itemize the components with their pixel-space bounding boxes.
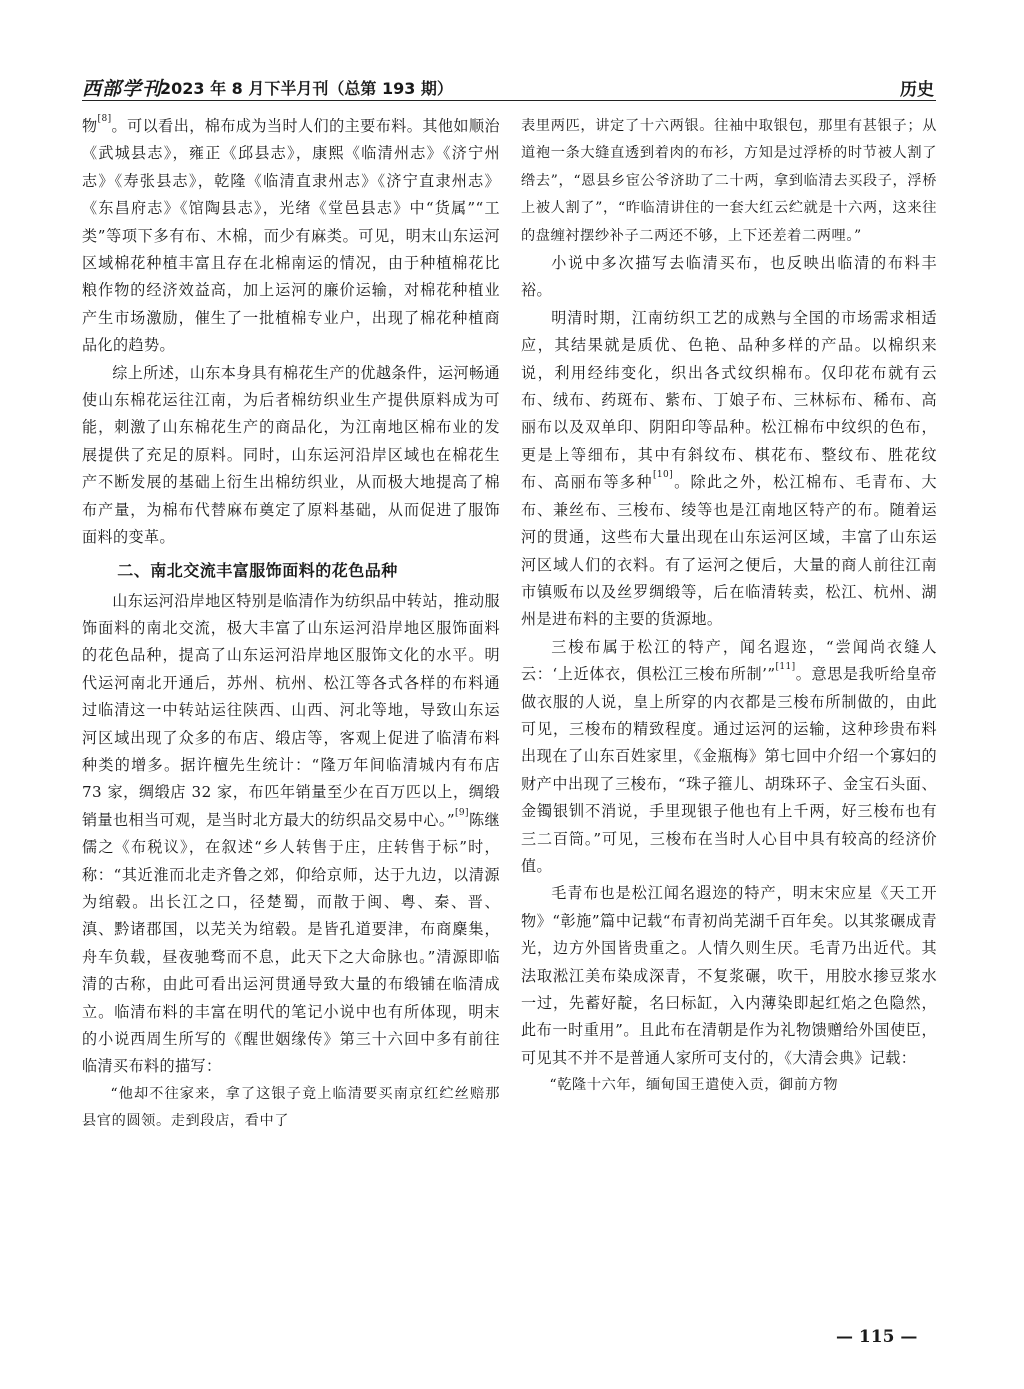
citation-marker: [9] (455, 807, 469, 818)
running-header (82, 72, 936, 101)
citation-marker: [10] (652, 470, 674, 481)
paragraph: 小说中多次描写去临清买布，也反映出临清的布料丰裕。 (521, 254, 937, 300)
section-heading: 二、南北交流丰富服饰面料的花色品种 (117, 560, 398, 580)
paragraph: 综上所述，山东本身具有棉花生产的优越条件，运河畅通使山东棉花运往江南，为后者棉纺织业生产提供原料成为可能，刺激了山东棉花生产的商品化，为江南地区棉布业的发展提供了充足的原料。同时，山东运河沿岸区域也在棉花生产不断发展的基础上衍生出棉纺织业，从而极大地提高了棉布产量，为棉布代替麻布奠定了原料基础，从而促进了服饰面料的变革。 (82, 363, 500, 547)
journal-issue: 2023 年 8 月下半月刊（总第 193 期） (160, 79, 453, 98)
citation-marker: [11] (775, 662, 796, 673)
section-label: 历史 (900, 80, 934, 100)
right-column (521, 113, 937, 1100)
page-number: — 115 — (836, 1327, 918, 1347)
paragraph: 山东运河沿岸地区特别是临清作为纺织品中转站，推动服饰面料的南北交流，极大丰富了山东运河沿岸地区服饰面料的花色品种，提高了山东运河沿岸地区服饰文化的水平。明代运河南北开通后，苏州、杭州、松江等各式各样的布料通过临清这一中转站运往陕西、山西、河北等地，导致山东运河区域出现了众多的布店、缎店等，客观上促进了临清布料种类的增多。据许檀先生统计：“隆万年间临清城内有布店 73 家，绸缎店 32 家，布匹年销量至少在百万匹以上，绸缎销量也相当可观，是当时北方最大的纺织品交易中心。”[9]陈继儒之《布税议》，在叙述“乡人转售于庄，庄转售于标”时，称：“其近淮而北走齐鲁之郊，仰给京师，达于九边，以清源为绾毂。出长江之口，径楚蜀，而散于闽、粤、秦、晋、滇、黔诸郡国，以芜关为绾毂。是皆孔道要津，布商麇集，舟车负载，昼夜驰骛而不息，此天下之大命脉也。”清源即临清的古称，由此可看出运河贯通导致大量的布缎铺在临清成立。临清布料的丰富在明代的笔记小说中也有所体现，明末的小说西周生所写的《醒世姻缘传》第三十六回中多有前往临清买布料的描写： (82, 591, 500, 1076)
block-quote: 表里两匹，讲定了十六两银。往袖中取银包，那里有甚银子；从道袍一条大缝直透到着肉的布衫，方知是过浮桥的时节被人割了绺去”，“恩县乡宦公爷济助了二十两，拿到临清去买段子，浮桥上被人割了”，“昨临清讲住的一套大红云纻就是十六两，这来往的盘缠衬摆纱补子二两还不够，上下还差着二两哩。” (521, 118, 937, 244)
journal-brand: 西部学刊 (82, 78, 163, 100)
paragraph: 物[8]。可以看出，棉布成为当时人们的主要布料。其他如顺治《武城县志》，雍正《邱县志》，康熙《临清州志》《济宁州志》《寿张县志》，乾隆《临清直隶州志》《济宁直隶州志》《东昌府志》《馆陶县志》，光绪《堂邑县志》中“货属”“工类”等项下多有布、木棉，而少有麻类。可见，明末山东运河区域棉花种植丰富且存在北棉南运的情况，由于种植棉花比粮作物的经济效益高，加上运河的廉价运输，对棉花种植业产生市场激励，催生了一批植棉专业户，出现了棉花种植商品化的趋势。 (82, 114, 500, 355)
paragraph: 毛青布也是松江闻名遐迩的特产，明末宋应星《天工开物》“彰施”篇中记载“布青初尚芜湖千百年矣。以其浆碾成青光，边方外国皆贵重之。人情久则生厌。毛青乃出近代。其法取淞江美布染成深青，不复浆碾，吹干，用胶水掺豆浆水一过，先蓄好靛，名曰标缸，入内薄染即起红焰之色隐然，此布一时重用”。且此布在清朝是作为礼物馈赠给外国使臣，可见其不并不是普通人家所可支付的，《大清会典》记载： (521, 884, 937, 1067)
left-column (82, 113, 500, 1136)
paragraph: 三梭布属于松江的特产，闻名遐迩，“尝闻尚衣缝人云：‘上近体衣，俱松江三梭布所制’”[11]。意思是我听给皇帝做衣服的人说，皇上所穿的内衣都是三梭布所制做的，由此可见，三梭布的精致程度。通过运河的运输，这种珍贵布料出现在了山东百姓家里，《金瓶梅》第七回中介绍一个寡妇的财产中出现了三梭布，“珠子箍儿、胡珠环子、金宝石头面、金镯银钏不消说，手里现银子他也有上千两，好三梭布也有三二百筒。”可见，三梭布在当时人心目中具有较高的经济价值。 (521, 637, 938, 875)
citation-marker: [8] (97, 114, 112, 124)
block-quote: “乾隆十六年，缅甸国王遣使入贡，御前方物 (549, 1077, 839, 1094)
paragraph: 明清时期，江南纺织工艺的成熟与全国的市场需求相适应，其结果就是质优、色艳、品种多样的产品。以棉织来说，利用经纬变化，织出各式纹织棉布。仅印花布就有云布、绒布、药斑布、紫布、丁娘子布、三林标布、稀布、高丽布以及双单印、阴阳印等品种。松江棉布中纹织的色布，更是上等细布，其中有斜纹布、棋花布、整纹布、胜花纹布、高丽布等多种[10]。除此之外，松江棉布、毛青布、大布、兼丝布、三梭布、绫等也是江南地区特产的布。随着运河的贯通，这些布大量出现在山东运河区域，丰富了山东运河区域人们的衣料。有了运河之便后，大量的商人前往江南市镇贩布以及丝罗绸缎等，后在临清转卖，松江、杭州、湖州是进布料的主要的货源地。 (521, 308, 938, 629)
block-quote: “他却不往家来，拿了这银子竟上临清要买南京红纻丝赔那县官的圆领。走到段店，看中了 (82, 1085, 500, 1130)
